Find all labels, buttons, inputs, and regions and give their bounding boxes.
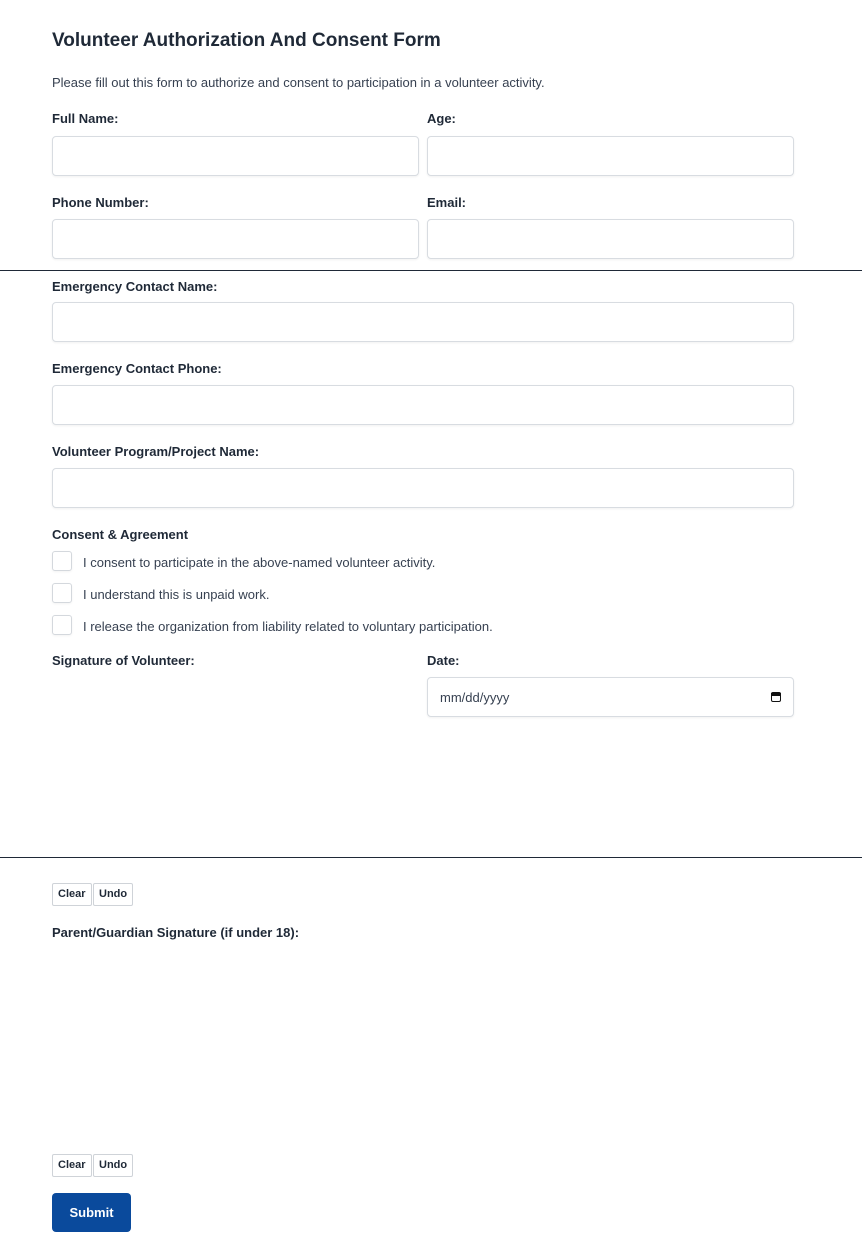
submit-button[interactable]: Submit [52, 1193, 131, 1232]
full-name-label: Full Name: [52, 111, 119, 126]
program-name-label: Volunteer Program/Project Name: [52, 444, 260, 459]
emergency-contact-name-label: Emergency Contact Name: [52, 279, 218, 294]
consent-release-checkbox[interactable] [52, 615, 72, 635]
signature-pad-border [0, 857, 862, 858]
volunteer-signature-label: Signature of Volunteer: [52, 653, 195, 668]
form-intro: Please fill out this form to authorize and consent to participation in a volunteer activity. [52, 75, 545, 90]
date-label: Date: [427, 653, 460, 668]
consent-unpaid-checkbox[interactable] [52, 583, 72, 603]
age-label: Age: [427, 111, 456, 126]
program-name-input[interactable] [52, 468, 794, 508]
age-input[interactable] [427, 136, 794, 176]
consent-heading: Consent & Agreement [52, 527, 189, 542]
emergency-contact-phone-label: Emergency Contact Phone: [52, 361, 222, 376]
consent-release-label: I release the organization from liability related to voluntary participation. [83, 619, 493, 634]
volunteer-signature-clear-button[interactable]: Clear [52, 883, 92, 906]
date-input[interactable] [427, 677, 794, 717]
calendar-icon[interactable] [771, 692, 781, 702]
guardian-signature-pad[interactable] [52, 948, 794, 1148]
volunteer-signature-undo-button[interactable]: Undo [93, 883, 133, 906]
consent-unpaid-label: I understand this is unpaid work. [83, 587, 270, 602]
consent-participate-checkbox[interactable] [52, 551, 72, 571]
form-title: Volunteer Authorization And Consent Form [52, 30, 441, 51]
date-placeholder: mm/dd/yyyy [440, 689, 510, 705]
consent-participate-label: I consent to participate in the above-named volunteer activity. [83, 555, 436, 570]
phone-input[interactable] [52, 219, 419, 259]
email-input[interactable] [427, 219, 794, 259]
emergency-contact-name-input[interactable] [52, 302, 794, 342]
section-divider [0, 270, 862, 271]
guardian-signature-label: Parent/Guardian Signature (if under 18): [52, 925, 300, 940]
guardian-signature-undo-button[interactable]: Undo [93, 1154, 133, 1177]
full-name-input[interactable] [52, 136, 419, 176]
guardian-signature-clear-button[interactable]: Clear [52, 1154, 92, 1177]
email-label: Email: [427, 195, 467, 210]
phone-label: Phone Number: [52, 195, 149, 210]
volunteer-signature-pad[interactable] [52, 722, 794, 857]
emergency-contact-phone-input[interactable] [52, 385, 794, 425]
